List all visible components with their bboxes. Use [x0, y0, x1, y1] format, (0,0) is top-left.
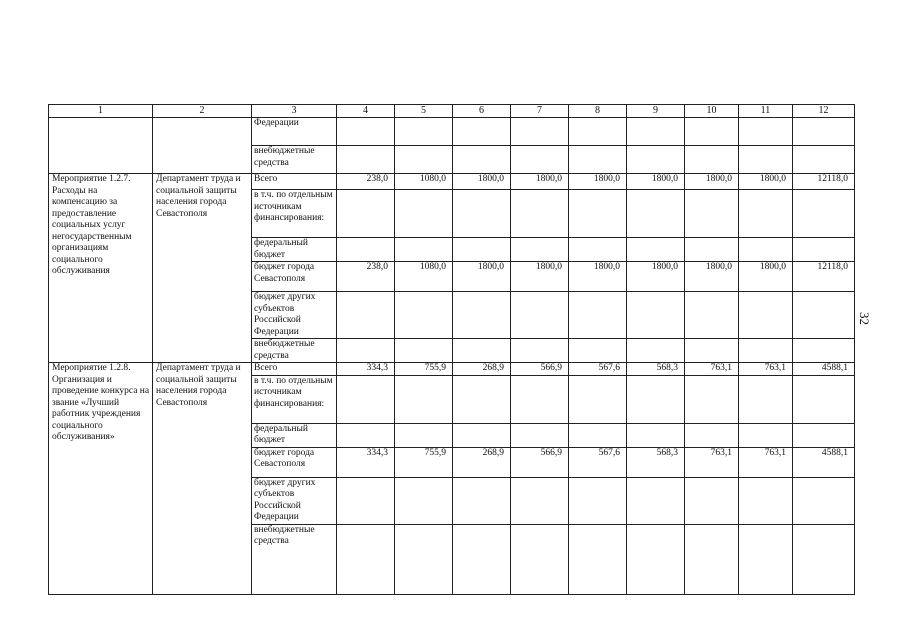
- measure-1-2-7: [49, 174, 855, 363]
- value-cell: [395, 423, 453, 447]
- table-row: [49, 174, 855, 190]
- value-cell: [511, 292, 569, 339]
- value-cell: [453, 477, 511, 524]
- value-cell: [337, 524, 395, 594]
- value-cell: [685, 477, 739, 524]
- value-cell: [395, 190, 453, 238]
- column-header: 1: [49, 105, 153, 118]
- column-header: 12: [793, 105, 855, 118]
- value-cell: [453, 238, 511, 262]
- value-cell: 763,1: [685, 363, 739, 376]
- column-header: 8: [569, 105, 627, 118]
- value-cell: [685, 190, 739, 238]
- value-cell: 4588,1: [793, 447, 855, 477]
- value-cell: [685, 238, 739, 262]
- department-cell: [153, 118, 252, 174]
- value-cell: 334,3: [337, 363, 395, 376]
- value-cell: [739, 190, 793, 238]
- value-cell: [395, 339, 453, 363]
- value-cell: 1080,0: [395, 174, 453, 190]
- column-header: 3: [252, 105, 337, 118]
- source-label: федеральный бюджет: [252, 423, 337, 447]
- value-cell: 1800,0: [511, 262, 569, 292]
- value-cell: 1800,0: [569, 262, 627, 292]
- value-cell: [627, 190, 685, 238]
- value-cell: 567,6: [569, 447, 627, 477]
- value-cell: [793, 238, 855, 262]
- value-cell: [511, 423, 569, 447]
- value-cell: 12118,0: [793, 174, 855, 190]
- value-cell: 334,3: [337, 447, 395, 477]
- value-cell: 238,0: [337, 174, 395, 190]
- value-cell: [569, 238, 627, 262]
- column-header: 4: [337, 105, 395, 118]
- value-cell: [685, 423, 739, 447]
- value-cell: [569, 292, 627, 339]
- value-cell: [793, 524, 855, 594]
- header-row: [49, 105, 855, 118]
- value-cell: [569, 375, 627, 423]
- value-cell: [739, 524, 793, 594]
- value-cell: 1800,0: [453, 174, 511, 190]
- value-cell: 238,0: [337, 262, 395, 292]
- value-cell: [337, 375, 395, 423]
- value-cell: [627, 375, 685, 423]
- value-cell: [739, 375, 793, 423]
- value-cell: [569, 477, 627, 524]
- value-cell: [739, 423, 793, 447]
- measure-name-cell: Мероприятие 1.2.8. Организация и проведение конкурса на звание «Лучший работник учреждения социального обслуживания»: [49, 363, 153, 595]
- value-cell: 755,9: [395, 447, 453, 477]
- value-cell: 566,9: [511, 447, 569, 477]
- value-cell: [337, 190, 395, 238]
- value-cell: [337, 238, 395, 262]
- value-cell: [685, 375, 739, 423]
- source-label: Всего: [252, 174, 337, 190]
- value-cell: [511, 375, 569, 423]
- value-cell: [569, 423, 627, 447]
- value-cell: [569, 190, 627, 238]
- value-cell: [395, 524, 453, 594]
- column-header: 2: [153, 105, 252, 118]
- value-cell: [453, 292, 511, 339]
- value-cell: [793, 292, 855, 339]
- source-label: внебюджетные средства: [252, 146, 337, 174]
- value-cell: 4588,1: [793, 363, 855, 376]
- source-label: в т.ч. по отдельным источникам финансирования:: [252, 190, 337, 238]
- value-cell: [685, 339, 739, 363]
- value-cell: [337, 339, 395, 363]
- value-cell: [793, 339, 855, 363]
- value-cell: [685, 292, 739, 339]
- value-cell: [453, 375, 511, 423]
- value-cell: [511, 339, 569, 363]
- value-cell: [337, 292, 395, 339]
- source-label: федеральный бюджет: [252, 238, 337, 262]
- source-label: Федерации: [252, 118, 337, 146]
- value-cell: [511, 190, 569, 238]
- source-label: внебюджетные средства: [252, 339, 337, 363]
- measure-name-cell: Мероприятие 1.2.7. Расходы на компенсацию за предоставление социальных услуг негосударственным организациям социального обслуживания: [49, 174, 153, 363]
- value-cell: [627, 339, 685, 363]
- source-label: в т.ч. по отдельным источникам финансирования:: [252, 375, 337, 423]
- value-cell: [627, 292, 685, 339]
- value-cell: 1800,0: [627, 174, 685, 190]
- value-cell: [793, 477, 855, 524]
- table-row: [49, 363, 855, 376]
- value-cell: [395, 375, 453, 423]
- value-cell: [453, 423, 511, 447]
- source-label: Всего: [252, 363, 337, 376]
- measure-1-2-8: [49, 363, 855, 595]
- value-cell: [739, 477, 793, 524]
- value-cell: [627, 524, 685, 594]
- value-cell: [337, 477, 395, 524]
- column-header: 6: [453, 105, 511, 118]
- value-cell: [395, 292, 453, 339]
- table-row: [49, 118, 855, 146]
- measure-name-cell: [49, 118, 153, 174]
- value-cell: [337, 423, 395, 447]
- department-cell: Департамент труда и социальной защиты населения города Севастополя: [153, 174, 252, 363]
- value-cell: [453, 190, 511, 238]
- value-cell: 755,9: [395, 363, 453, 376]
- value-cell: [511, 524, 569, 594]
- department-cell: Департамент труда и социальной защиты населения города Севастополя: [153, 363, 252, 595]
- value-cell: [739, 238, 793, 262]
- value-cell: 567,6: [569, 363, 627, 376]
- value-cell: [569, 524, 627, 594]
- column-header: 9: [627, 105, 685, 118]
- value-cell: 1800,0: [739, 262, 793, 292]
- value-cell: 1800,0: [739, 174, 793, 190]
- value-cell: 1800,0: [627, 262, 685, 292]
- value-cell: 763,1: [739, 363, 793, 376]
- page-number: 32: [857, 312, 872, 325]
- value-cell: [395, 238, 453, 262]
- source-label: бюджет других субъектов Российской Федерации: [252, 292, 337, 339]
- value-cell: 763,1: [739, 447, 793, 477]
- source-label: внебюджетные средства: [252, 524, 337, 594]
- source-label: бюджет города Севастополя: [252, 447, 337, 477]
- value-cell: [627, 423, 685, 447]
- column-header: 10: [685, 105, 739, 118]
- source-label: бюджет города Севастополя: [252, 262, 337, 292]
- value-cell: [685, 524, 739, 594]
- value-cell: [511, 238, 569, 262]
- value-cell: 1800,0: [453, 262, 511, 292]
- value-cell: 12118,0: [793, 262, 855, 292]
- value-cell: [627, 238, 685, 262]
- value-cell: [739, 292, 793, 339]
- value-cell: 1800,0: [685, 262, 739, 292]
- value-cell: [453, 339, 511, 363]
- value-cell: [453, 524, 511, 594]
- value-cell: 568,3: [627, 363, 685, 376]
- value-cell: 763,1: [685, 447, 739, 477]
- value-cell: 268,9: [453, 447, 511, 477]
- value-cell: 1800,0: [511, 174, 569, 190]
- value-cell: 1800,0: [569, 174, 627, 190]
- value-cell: [793, 423, 855, 447]
- financing-table: [48, 104, 855, 595]
- value-cell: [793, 375, 855, 423]
- value-cell: 1800,0: [685, 174, 739, 190]
- value-cell: 568,3: [627, 447, 685, 477]
- value-cell: 1080,0: [395, 262, 453, 292]
- source-label: бюджет других субъектов Российской Федерации: [252, 477, 337, 524]
- value-cell: [395, 477, 453, 524]
- value-cell: [793, 190, 855, 238]
- column-header: 7: [511, 105, 569, 118]
- value-cell: [739, 339, 793, 363]
- column-header: 5: [395, 105, 453, 118]
- column-header: 11: [739, 105, 793, 118]
- value-cell: [569, 339, 627, 363]
- value-cell: [627, 477, 685, 524]
- value-cell: 566,9: [511, 363, 569, 376]
- value-cell: 268,9: [453, 363, 511, 376]
- value-cell: [511, 477, 569, 524]
